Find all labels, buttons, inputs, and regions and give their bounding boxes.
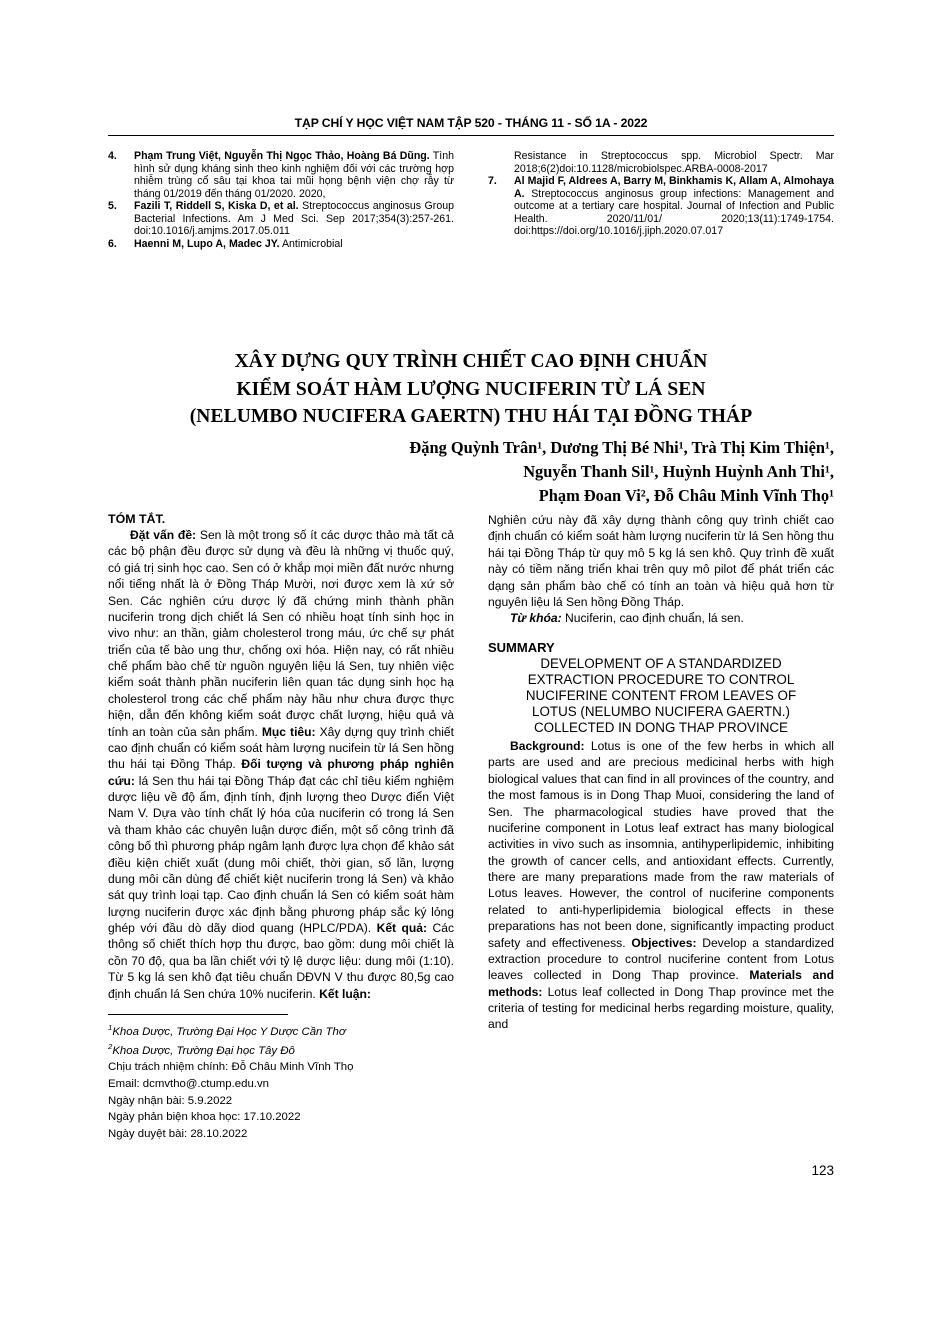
reference-item — [108, 150, 454, 200]
reference-authors: Fazili T, Riddell S, Kiska D, et al. — [134, 200, 299, 212]
affiliation-2 — [108, 1041, 454, 1060]
article-title-line: (NELUMBO NUCIFERA GAERTN) THU HÁI TẠI ĐỒNG THÁP — [189, 406, 753, 428]
run-plain: Develop a standardized extraction procedure to control nuciferine content from Lotus leaves collected in Dong Thap province. — [488, 935, 834, 983]
abstract-heading-vi — [108, 512, 454, 526]
run-plain: Các thông số chiết thích hợp thu được, bao gồm: dung môi chiết là cồn 70 độ, qua ba lần chiết với tỷ lệ dược liệu: dung môi (1:10). Từ 5 kg lá sen khô đạt tiêu chuẩn DĐVN V thu được 80,5g cao định chuẩn lá Sen chứa 10% nuciferin. — [108, 921, 454, 1001]
reference-number: 7. — [488, 175, 497, 187]
reference-authors: Phạm Trung Việt, Nguyễn Thị Ngọc Thảo, Hoàng Bá Dũng. — [134, 150, 430, 162]
date-received: Ngày nhận bài: 5.9.2022 — [108, 1094, 233, 1107]
keywords-text: Nuciferin, cao định chuẩn, lá sen. — [561, 611, 744, 626]
author-line: Nguyễn Thanh Sil¹, Huỳnh Huỳnh Anh Thi¹, — [523, 461, 834, 481]
run-plain: Lotus is one of the few herbs in which all parts are used and are precious medicinal herbs with high biological values that can find in all provinces of the country, and the most famous is in Dong Thap Muoi, considering the land of Sen. The pharmacological studies have proved that the nuciferine component in Lotus leaf extract has many biological activities in vivo such as insomnia, antihyperlipidemic, inhibiting the growth of cancer cells, and antioxidant effects. Currently, there are many preparations made from the raw materials of Lotus leaves. However, the control of nuciferine components related to anti-hyperlipidemia biological effects in these preparations has not been done, significantly impacting product safety and effectiveness. — [488, 739, 834, 950]
affiliation-1 — [108, 1022, 454, 1041]
affiliation-marker: 1 — [108, 1023, 113, 1032]
summary-title-line: EXTRACTION PROCEDURE TO CONTROL — [527, 671, 795, 687]
run-bold: Kết quả: — [376, 921, 428, 935]
author-line: Đặng Quỳnh Trân¹, Dương Thị Bé Nhi¹, Trà Thị Kim Thiện¹, — [409, 438, 834, 457]
summary-title-line: DEVELOPMENT OF A STANDARDIZED — [540, 655, 782, 671]
summary-heading-en: SUMMARY — [488, 639, 555, 655]
reference-number: 6. — [108, 237, 117, 250]
author-list — [108, 436, 834, 507]
run-bold: Kết luận: — [319, 986, 371, 1001]
reference-details: Streptococcus anginosus Group Bacterial Infections. Am J Med Sci. Sep 2017;354(3):257-261. doi:10.1016/j.amjms.2017.05.011 — [134, 200, 454, 237]
summary-title-line: COLLECTED IN DONG THAP PROVINCE — [534, 719, 788, 735]
summary-paragraph-en — [488, 738, 834, 1033]
summary-title-line: NUCIFERINE CONTENT FROM LEAVES OF — [525, 687, 797, 703]
abstract-heading-suffix: . — [161, 512, 166, 526]
reference-item — [108, 238, 454, 251]
run-plain: Sen là một trong số ít các dược thảo mà tất cả các bộ phận đều được sử dụng và đều là những vị thuốc quý, có giá trị sinh học cao. Sen có ở khắp mọi miền đất nước nhưng nổi tiếng nhất là ở Đồng Tháp Mười, nơi được xem là xứ sở Sen. Các nghiên cứu dược lý đã chứng minh thành phần nuciferin trong dịch chiết lá Sen có nhiều hoạt tính sinh học in vivo như: an thần, giảm cholesterol trong máu, ức chế sự phát triển của tế bào ung thư, chống oxi hóa. Hiện nay, có rất nhiều chế phẩm bào chế từ nguồn nguyên liệu lá Sen, tuy nhiên việc kiểm soát thành phần nuciferin liên quan tác dụng sinh học hạ cholesterol trong các chế phẩm này hầu như chưa được thực hiện, dẫn đến không kiểm soát được chất lượng, hiệu quả và tính an toàn của sản phẩm. — [108, 528, 455, 739]
run-bold: Mục tiêu: — [261, 724, 316, 739]
date-accepted: Ngày duyệt bài: 28.10.2022 — [108, 1128, 248, 1141]
corresponding-email: Email: dcmvtho@.ctump.edu.vn — [108, 1077, 269, 1090]
reference-item — [488, 175, 834, 238]
corresponding-author: Chịu trách nhiệm chính: Đỗ Châu Minh Vĩnh Thọ — [108, 1061, 354, 1074]
abstract-right-column — [488, 512, 834, 1033]
article-title-line: XÂY DỰNG QUY TRÌNH CHIẾT CAO ĐỊNH CHUẨN — [234, 351, 708, 372]
reference-list-right — [488, 150, 834, 238]
abstract-paragraph-vi-part1 — [108, 527, 454, 1002]
affiliation-text: Khoa Dược, Trường Đại học Tây Đô — [112, 1044, 295, 1057]
run-bold: Đối tượng và phương pháp nghiên cứu: — [108, 757, 454, 788]
reference-continuation: Resistance in Streptococcus spp. Microbiol Spectr. Mar 2018;6(2)doi:10.1128/microbiolspec.ARBA-0008-2017 — [514, 150, 834, 175]
affiliation-text: Khoa Dược, Trường Đại Học Y Dược Cần Thơ — [112, 1025, 346, 1038]
run-plain: Lotus leaf collected in Dong Thap province met the criteria of testing for medicinal herbs regarding moisture, quality, and — [488, 984, 834, 1032]
abstract-left-column — [108, 512, 454, 1002]
keywords-vi — [488, 610, 834, 626]
author-line: Phạm Đoan Vi², Đỗ Châu Minh Vĩnh Thọ¹ — [538, 485, 834, 505]
affiliation-marker: 2 — [108, 1041, 113, 1051]
reference-details: Antimicrobial — [279, 237, 343, 250]
run-plain: Xây dựng quy trình chiết cao định chuẩn có kiểm soát hàm lượng nucifein từ lá Sen hồng thu hái tại Đồng Tháp. — [108, 724, 454, 772]
run-bold: Đặt vấn đề: — [130, 528, 197, 542]
reference-list-left — [108, 150, 454, 250]
reference-details: Tình hình sử dụng kháng sinh theo kinh nghiệm đối với các trường hợp nhiễm trùng cổ sâu tại khoa tai mũi họng bệnh viện chợ rẫy từ tháng 01/2019 đến tháng 01/2020. 2020, — [134, 150, 454, 200]
reference-number: 5. — [108, 200, 117, 212]
reference-item — [108, 200, 454, 238]
reference-authors: Haenni M, Lupo A, Madec JY. — [134, 237, 280, 250]
running-head-rule — [108, 135, 834, 136]
run-plain: Nghiên cứu này đã xây dựng thành công quy trình chiết cao định chuẩn có kiểm soát hàm lượng nuciferin từ lá Sen hồng thu hái tại Đồng Tháp từ quy mô 5 kg lá sen khô. Quy trình đề xuất này có tiềm năng triển khai trên quy mô pilot để phát triển các dạng sản phẩm bào chế có tính an toàn và hiệu quả hơn từ nguyên liệu lá Sen hồng Đồng Tháp. — [488, 513, 834, 609]
summary-title-en — [488, 656, 834, 736]
run-bold: Background: — [510, 739, 585, 754]
abstract-paragraph-vi-part2 — [488, 512, 834, 610]
summary-title-line: LOTUS (NELUMBO NUCIFERA GAERTN.) — [532, 703, 790, 719]
footnote-rule — [108, 1014, 288, 1015]
reference-number: 4. — [108, 150, 117, 162]
reference-authors: Al Majid F, Aldrees A, Barry M, Binkhamis K, Allam A, Almohaya A. — [514, 175, 834, 200]
run-bold: Objectives: — [631, 935, 697, 950]
reference-details: Streptococcus anginosus group infections: Management and outcome at a tertiary care hospital. Journal of Infection and Public Health. 2020/11/01/ 2020;13(11):1749-1754. doi:https://doi.org/10.1016/j.jiph.2020.07.017 — [514, 187, 834, 237]
footnote-block — [108, 1022, 454, 1143]
run-plain: lá Sen thu hái tại Đồng Tháp đạt các chỉ tiêu kiểm nghiệm dược liệu về độ ẩm, định tính, định lượng theo Dược điển Việt Nam V. Dựa vào tính chất lý hóa của nuciferin có trong lá Sen và tham khảo các chuyên luận dược điển, một số công trình đã công bố thì phương pháp ngâm lạnh được lựa chọn để khảo sát điều kiện chiết xuất (dung môi chiết, thời gian, số lần, lượng dung môi cần dùng để chiết kiệt nuciferin trong lá Sen) và khảo sát quy trình loại tạp. Cao định chuẩn lá Sen có kiểm soát hàm lượng nuciferin được xác định bằng phương pháp sắc ký lỏng ghép với đầu dò dãy diod quang (HPLC/PDA). — [108, 773, 454, 935]
abstract-heading-label: TÓM TẮT — [108, 512, 162, 526]
references-right-column — [488, 150, 834, 238]
article-title — [108, 348, 834, 431]
keywords-label: Từ khóa: — [510, 611, 562, 626]
running-head: TẠP CHÍ Y HỌC VIỆT NAM TẬP 520 - THÁNG 11 - SỐ 1A - 2022 — [294, 116, 648, 130]
page-number: 123 — [811, 1163, 834, 1178]
article-title-line: KIỂM SOÁT HÀM LƯỢNG NUCIFERIN TỪ LÁ SEN — [236, 378, 706, 400]
date-reviewed: Ngày phản biện khoa học: 17.10.2022 — [108, 1111, 301, 1124]
references-left-column — [108, 150, 454, 250]
run-bold: Materials and methods: — [488, 968, 835, 999]
